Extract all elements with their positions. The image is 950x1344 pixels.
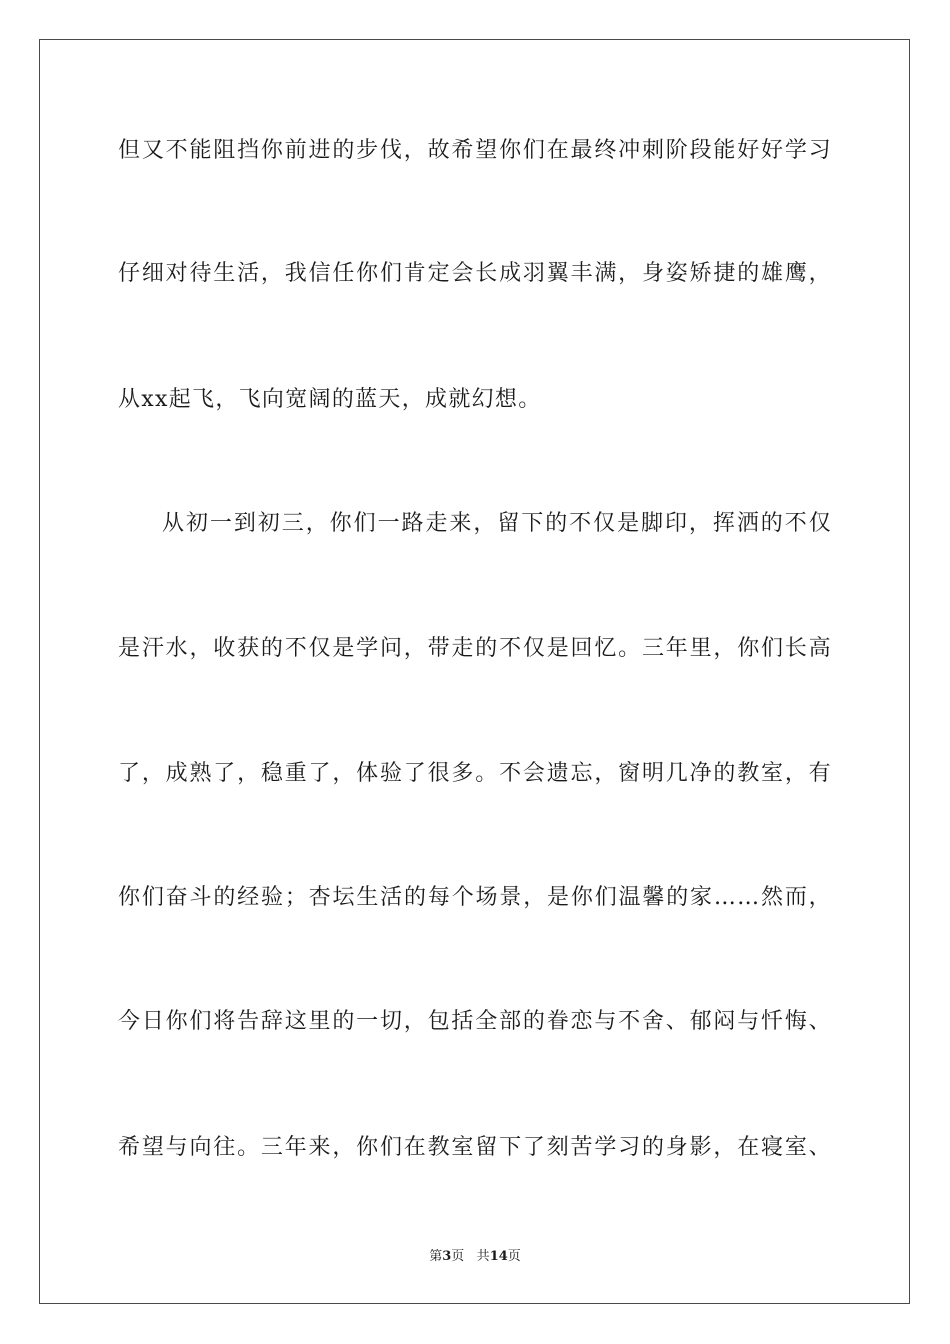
page-prefix: 第 bbox=[429, 1249, 443, 1264]
text-line: 你们奋斗的经验；杏坛生活的每个场景，是你们温馨的家……然而， bbox=[118, 885, 832, 910]
page-suffix: 页 bbox=[451, 1249, 465, 1264]
page-number: 3 bbox=[442, 1249, 452, 1264]
page-footer bbox=[0, 1248, 950, 1266]
total-prefix: 共 bbox=[476, 1249, 490, 1264]
paragraph-first-line: 从初一到初三，你们一路走来，留下的不仅是脚印，挥洒的不仅 bbox=[162, 511, 832, 536]
text-line: 仔细对待生活，我信任你们肯定会长成羽翼丰满，身姿矫捷的雄鹰， bbox=[118, 261, 832, 286]
text-line: 希望与向往。三年来，你们在教室留下了刻苦学习的身影，在寝室、 bbox=[118, 1135, 832, 1160]
total-suffix: 页 bbox=[507, 1249, 521, 1264]
text-line: 从xx起飞，飞向宽阔的蓝天，成就幻想。 bbox=[118, 387, 542, 412]
text-line: 但又不能阻挡你前进的步伐，故希望你们在最终冲刺阶段能好好学习 bbox=[118, 138, 832, 163]
text-line: 了，成熟了，稳重了，体验了很多。不会遗忘，窗明几净的教室，有 bbox=[118, 761, 832, 786]
total-pages: 14 bbox=[489, 1249, 508, 1264]
page-border bbox=[39, 39, 910, 1304]
text-line: 今日你们将告辞这里的一切，包括全部的眷恋与不舍、郁闷与忏悔、 bbox=[118, 1009, 832, 1034]
text-line: 是汗水，收获的不仅是学问，带走的不仅是回忆。三年里，你们长高 bbox=[118, 636, 832, 661]
